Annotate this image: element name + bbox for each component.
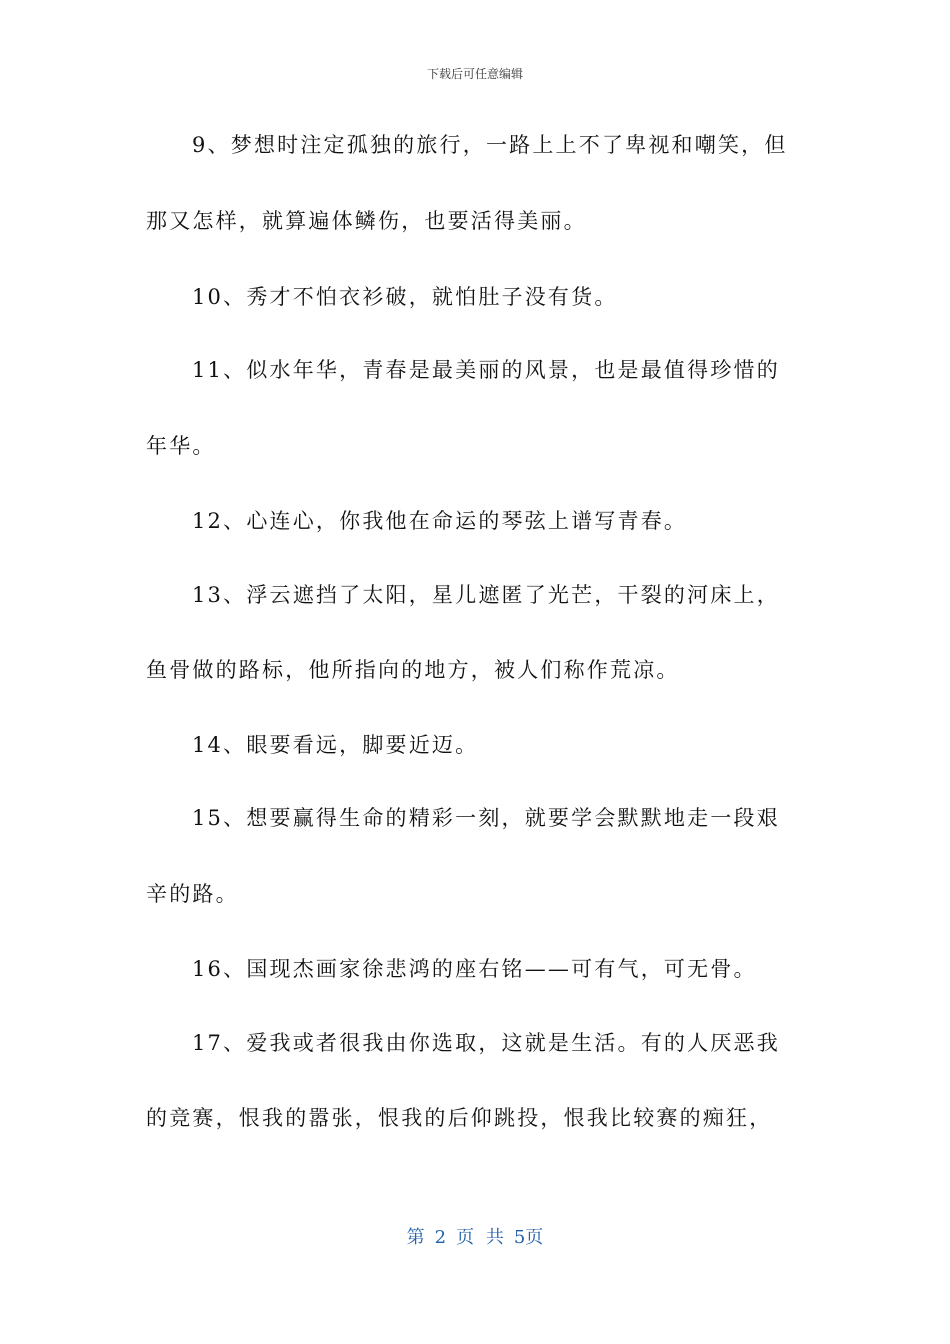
text-line: 13、浮云遮挡了太阳，星儿遮匿了光芒，干裂的河床上，	[192, 583, 780, 607]
page-footer	[0, 1226, 950, 1250]
text-line: 15、想要赢得生命的精彩一刻，就要学会默默地走一段艰	[192, 806, 780, 830]
total-pages: 5页	[513, 1227, 544, 1248]
text-line: 11、似水年华，青春是最美丽的风景，也是最值得珍惜的	[192, 358, 780, 382]
current-page-number: 2	[434, 1227, 447, 1248]
text-line: 的竞赛，恨我的嚣张，恨我的后仰跳投，恨我比较赛的痴狂，	[146, 1106, 773, 1130]
text-line: 14、眼要看远，脚要近迈。	[192, 733, 479, 757]
text-line: 鱼骨做的路标，他所指向的地方，被人们称作荒凉。	[146, 658, 680, 682]
text-line: 辛的路。	[146, 882, 239, 906]
text-line: 10、秀才不怕衣衫破，就怕肚子没有货。	[192, 285, 618, 309]
text-line: 年华。	[146, 434, 216, 458]
text-line: 16、国现杰画家徐悲鸿的座右铭——可有气，可无骨。	[192, 957, 757, 981]
page-label-mid: 页 共	[456, 1227, 504, 1248]
text-line: 17、爱我或者很我由你选取，这就是生活。有的人厌恶我	[192, 1031, 780, 1055]
text-line: 那又怎样，就算遍体鳞伤，也要活得美丽。	[146, 209, 587, 233]
text-line: 12、心连心，你我他在命运的琴弦上谱写青春。	[192, 509, 688, 533]
page-header: 下载后可任意编辑	[426, 67, 523, 81]
page-label-prefix: 第	[406, 1227, 425, 1248]
text-line: 9、梦想时注定孤独的旅行，一路上上不了卑视和嘲笑，但	[192, 133, 788, 157]
